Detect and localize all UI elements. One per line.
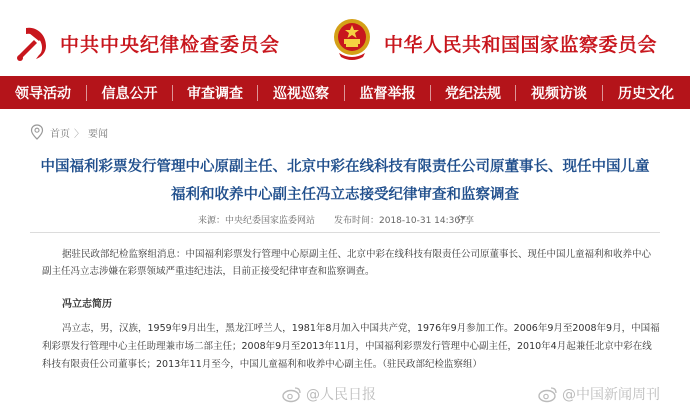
nav-item-investigation[interactable]: 审查调查 bbox=[187, 85, 243, 102]
article-title-line1: 中国福利彩票发行管理中心原副主任、北京中彩在线科技有限责任公司原董事长、现任中国儿童 bbox=[40, 159, 650, 175]
watermark-peoples-daily bbox=[282, 384, 376, 404]
watermark-china-newsweek bbox=[538, 384, 660, 404]
article-source: 来源：中央纪委国家监委网站 bbox=[198, 216, 316, 226]
watermark-text: @中国新闻周刊 bbox=[562, 387, 660, 403]
breadcrumb bbox=[30, 124, 108, 140]
nav-item-regulations[interactable]: 党纪法规 bbox=[445, 85, 501, 102]
weibo-icon bbox=[538, 385, 558, 403]
org-name-ccdi[interactable]: 中共中央纪律检查委员会 bbox=[60, 34, 281, 56]
nav-item-inspection[interactable]: 巡视巡察 bbox=[273, 85, 329, 102]
main-nav bbox=[0, 76, 690, 109]
article-paragraph: 据驻民政部纪检监察组消息：中国福利彩票发行管理中心原副主任、北京中彩在线科技有限责任公司原董事长、现任中国儿童福利和收养中心副主任冯立志涉嫌在彩票领域严重违纪违法，目前正接受纪律审查和监察调查。 bbox=[42, 249, 652, 277]
article-date: 发布时间：2018-10-31 14:30 bbox=[334, 216, 461, 226]
location-pin-icon bbox=[30, 124, 44, 140]
breadcrumb-separator: 〉 bbox=[74, 128, 84, 140]
watermark-text: @人民日报 bbox=[306, 387, 376, 403]
nav-item-video[interactable]: 视频访谈 bbox=[531, 85, 587, 102]
nav-item-disclosure[interactable]: 信息公开 bbox=[101, 85, 158, 102]
weibo-icon bbox=[282, 385, 302, 403]
breadcrumb-home[interactable]: 首页 bbox=[50, 128, 70, 140]
org-name-nsc[interactable]: 中华人民共和国国家监察委员会 bbox=[384, 34, 658, 56]
share-button[interactable] bbox=[456, 213, 475, 226]
nav-item-reporting[interactable]: 监督举报 bbox=[359, 85, 416, 102]
site-header bbox=[0, 0, 690, 76]
divider bbox=[30, 232, 660, 233]
breadcrumb-current[interactable]: 要闻 bbox=[88, 128, 108, 140]
section-heading: 冯立志简历 bbox=[62, 299, 112, 310]
party-emblem-icon bbox=[12, 22, 52, 62]
article-title-line2: 福利和收养中心副主任冯立志接受纪律审查和监察调查 bbox=[171, 187, 519, 203]
national-emblem-icon bbox=[331, 17, 373, 61]
share-label: 分享 bbox=[456, 216, 475, 226]
nav-item-history[interactable]: 历史文化 bbox=[618, 85, 674, 102]
nav-item-leadership[interactable]: 领导活动 bbox=[15, 85, 71, 102]
article-title bbox=[20, 153, 670, 209]
article-paragraph: 冯立志，男，汉族，1959年9月出生，黑龙江呼兰人，1981年8月加入中国共产党，1976年9月参加工作。2006年9月至2008年9月，中国福利彩票发行管理中心主任助理兼市场二部主任；2008年9月至2013年11月，中国福利彩票发行管理中心副主任，2010年4月起兼任北京中彩在线科技有限责任公司董事长；2013年11月至今，中国儿童福利和收养中心副主任。（驻民政部纪检监察组） bbox=[42, 323, 660, 370]
